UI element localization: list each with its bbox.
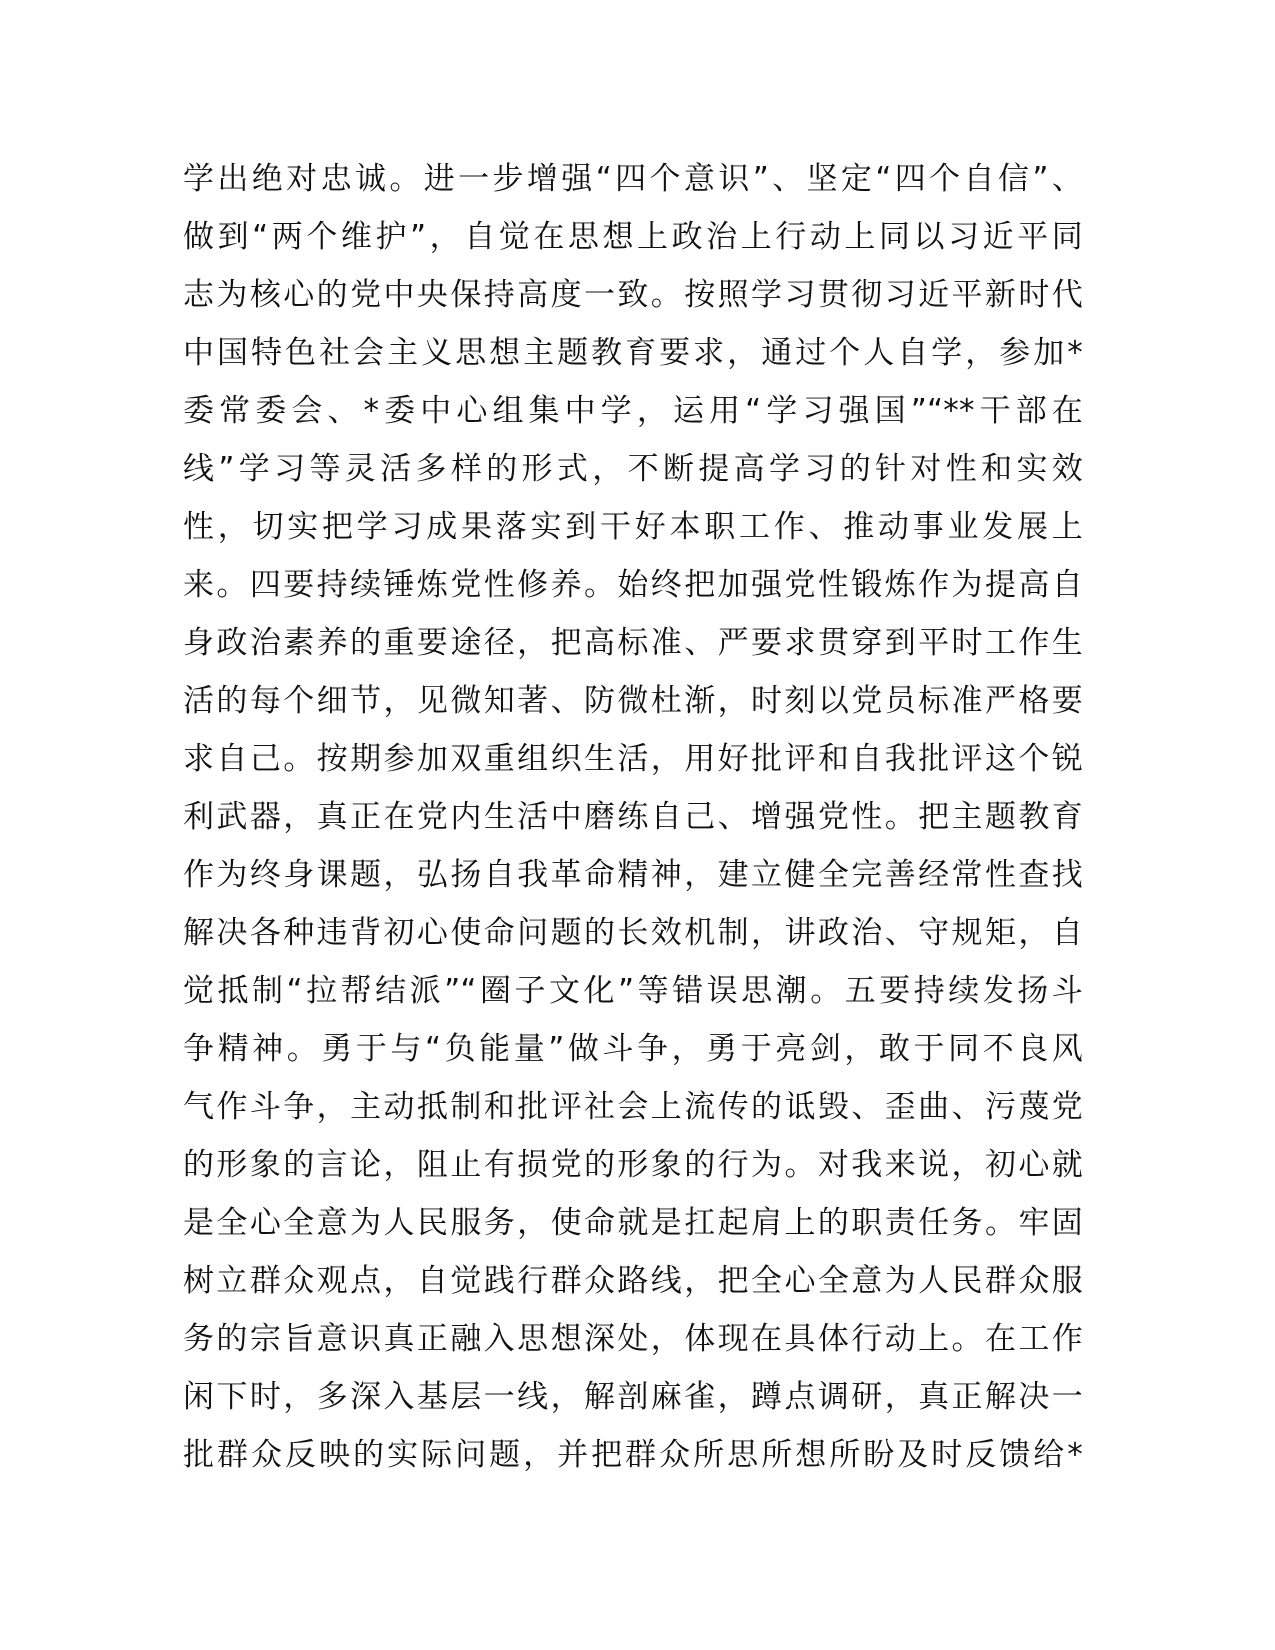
text-line: 性，切实把学习成果落实到干好本职工作、推动事业发展上: [183, 509, 1083, 545]
text-line: 是全心全意为人民服务，使命就是扛起肩上的职责任务。牢固: [183, 1205, 1083, 1241]
text-line: 解决各种违背初心使命问题的长效机制，讲政治、守规矩，自: [183, 915, 1083, 951]
text-line: 务的宗旨意识真正融入思想深处，体现在具体行动上。在工作: [183, 1321, 1083, 1357]
body-text: [183, 150, 1083, 1484]
text-line: 委常委会、*委中心组集中学，运用“学习强国”“**干部在: [183, 393, 1083, 429]
text-line: 来。四要持续锤炼党性修养。始终把加强党性锻炼作为提高自: [183, 567, 1083, 603]
text-line: 闲下时，多深入基层一线，解剖麻雀，蹲点调研，真正解决一: [183, 1379, 1083, 1415]
text-line: 做到“两个维护”，自觉在思想上政治上行动上同以习近平同: [183, 219, 1083, 255]
text-line: 学出绝对忠诚。进一步增强“四个意识”、坚定“四个自信”、: [183, 161, 1083, 197]
text-line: 志为核心的党中央保持高度一致。按照学习贯彻习近平新时代: [183, 277, 1083, 313]
text-line: 批群众反映的实际问题，并把群众所思所想所盼及时反馈给*: [183, 1437, 1083, 1473]
text-line: 中国特色社会主义思想主题教育要求，通过个人自学，参加*: [183, 335, 1083, 371]
text-line: 线”学习等灵活多样的形式，不断提高学习的针对性和实效: [183, 451, 1083, 487]
text-line: 利武器，真正在党内生活中磨练自己、增强党性。把主题教育: [183, 799, 1083, 835]
text-line: 觉抵制“拉帮结派”“圈子文化”等错误思潮。五要持续发扬斗: [183, 973, 1083, 1009]
text-line: 求自己。按期参加双重组织生活，用好批评和自我批评这个锐: [183, 741, 1083, 777]
text-line: 争精神。勇于与“负能量”做斗争，勇于亮剑，敢于同不良风: [183, 1031, 1083, 1067]
text-line: 树立群众观点，自觉践行群众路线，把全心全意为人民群众服: [183, 1263, 1083, 1299]
text-line: 活的每个细节，见微知著、防微杜渐，时刻以党员标准严格要: [183, 683, 1083, 719]
text-line: 作为终身课题，弘扬自我革命精神，建立健全完善经常性查找: [183, 857, 1083, 893]
text-line: 气作斗争，主动抵制和批评社会上流传的诋毁、歪曲、污蔑党: [183, 1089, 1083, 1125]
text-line: 的形象的言论，阻止有损党的形象的行为。对我来说，初心就: [183, 1147, 1083, 1183]
text-line: 身政治素养的重要途径，把高标准、严要求贯穿到平时工作生: [183, 625, 1083, 661]
